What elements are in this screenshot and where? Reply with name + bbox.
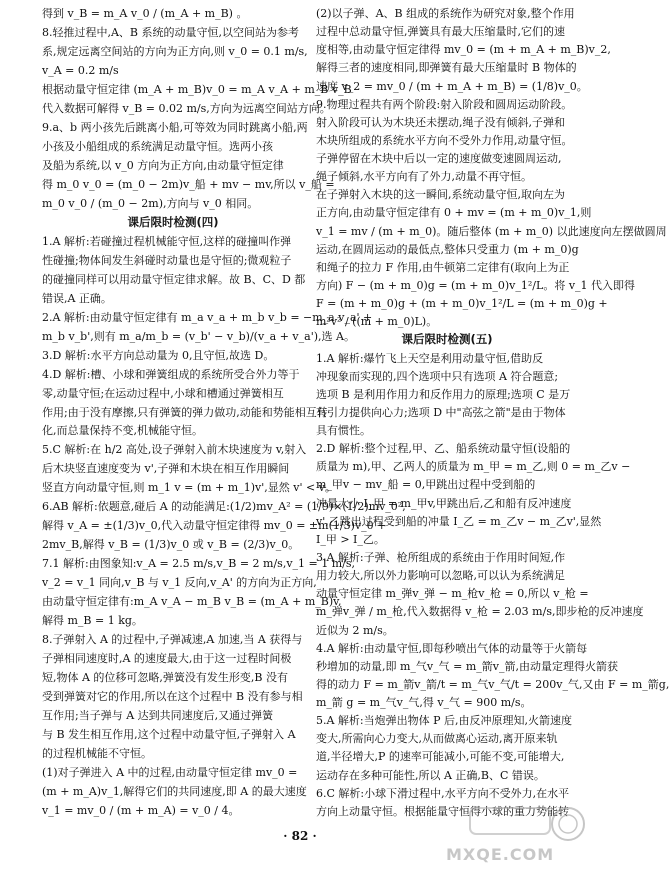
text-line: 与 B 发生相互作用,这个过程中动量守恒,子弹射入 A (42, 728, 296, 742)
text-line: 绳子倾斜,水平方向有了外力,动量不再守恒。 (316, 170, 532, 184)
text-line: 1.A 解析:若碰撞过程机械能守恒,这样的碰撞叫作弹 (42, 234, 292, 248)
text-line: v',乙跳出过程受到船的冲量 I_乙 = m_乙v − m_乙v',显然 (316, 514, 602, 528)
text-line: 代入数据可解得 v_B = 0.02 m/s,方向为远离空间站方向。 (42, 101, 331, 115)
text-line: 秒增加的动量,即 m_气v_气 = m_箭v_箭,由动量定理得火箭获 (316, 659, 618, 673)
text-line: 8.轻推过程中,A、B 系统的动量守恒,以空间站为参考 (42, 25, 300, 39)
text-line: v_1 = mv / (m + m_0)。随后整体 (m + m_0) 以此速度向左摆做圆周 (316, 224, 667, 238)
text-line: 根据动量守恒定律 (m_A + m_B)v_0 = m_A v_A + m_B v_B (42, 82, 352, 96)
text-line: 受到弹簧对它的作用,所以在这个过程中 B 没有参与相 (42, 690, 303, 704)
text-line: 过程中总动量守恒,弹簧具有最大压缩量时,它们的速 (316, 25, 565, 39)
text-line: m²v² / ((m + m_0)L)。 (316, 315, 438, 329)
text-line: 6.AB 解析:依题意,碰后 A 的动能满足:(1/2)mv_A² = (1/9)×(1/2)mv_0², (42, 500, 406, 514)
text-line: 正方向,由动量守恒定律有 0 + mv = (m + m_0)v_1,则 (316, 206, 592, 220)
page-number: · 82 · (283, 829, 317, 843)
text-line: 速度 v_2 = mv_0 / (m + m_A + m_B) = (1/8)v_0。 (316, 79, 588, 93)
text-line: 木块所组成的系统水平方向不受外力作用,动量守恒。 (316, 133, 573, 147)
text-line: 1.A 解析:爆竹飞上天空是利用动量守恒,借助反 (316, 351, 544, 365)
text-line: 得的动力 F = m_箭v_箭/t = m_气v_气/t = 200v_气,又由 F = m_箭g, (316, 677, 669, 691)
text-line: m_弹v_弹 / m_枪,代入数据得 v_枪 = 2.03 m/s,即步枪的反冲速度 (316, 605, 644, 619)
text-line: 有引力提供向心力;选项 D 中"高弦之箭"是由于物体 (316, 405, 566, 419)
text-line: 的碰撞同样可以用动量守恒定律求解。故 B、C、D 都 (42, 272, 306, 286)
text-line: 射入阶段可认为木块还未摆动,绳子没有倾斜,子弹和 (316, 115, 565, 129)
text-line: 7.1 解析:由图象知:v_A = 2.5 m/s,v_B = 2 m/s,v_1 = 1 m/s, (42, 557, 356, 571)
text-line: 子弹停留在木块中后以一定的速度做变速圆周运动, (316, 152, 562, 166)
text-line: 由动量守恒定律有:m_A v_A − m_B v_B = (m_A + m_B)v, (42, 595, 342, 609)
text-line: 化,而总量保持不变,机械能守恒。 (42, 424, 203, 438)
text-line: 3.D 解析:水平方向总动量为 0,且守恒,故选 D。 (42, 348, 275, 362)
text-line: 方向) F − (m + m_0)g = (m + m_0)v_1²/L。将 v_1 代入即得 (316, 279, 636, 292)
text-line: 子弹相同速度时,A 的速度最大,由于这一过程时间极 (42, 652, 292, 666)
text-line: v_2 = v_1 同向,v_B 与 v_1 反向,v_A' 的方向为正方向, (42, 576, 317, 590)
text-line: 和绳子的拉力 F 作用,由牛顿第二定律有(取向上为正 (316, 260, 570, 274)
text-line: 9.物理过程共有两个阶段:射入阶段和圆周运动阶段。 (316, 97, 573, 111)
section-heading: 课后限时检测(五) (401, 332, 493, 347)
text-line: 选项 B 是利用作用力和反作用力的原理;选项 C 是万 (316, 387, 571, 401)
text-line: 小孩及小船组成的系统满足动量守恒。选两小孩 (42, 139, 273, 153)
text-line: I_甲 > I_乙。 (316, 532, 385, 546)
text-line: (2)以子弹、A、B 组成的系统作为研究对象,整个作用 (316, 7, 575, 20)
text-line: (1)对子弹进入 A 中的过程,由动量守恒定律 mv_0 = (42, 766, 298, 780)
text-line: 变大,所需向心力变大,从而做离心运动,离开原来轨 (316, 732, 558, 746)
text-line: 性碰撞;物体间发生斜碰时动量也是守恒的;微观粒子 (42, 253, 292, 267)
text-line: 方向上动量守恒。根据能量守恒得小球的重力势能转 (316, 804, 569, 818)
text-line: 5.A 解析:当炮弹出物体 P 后,由反冲原理知,火箭速度 (316, 714, 573, 728)
text-line: 零,动量守恒;在运动过程中,小球和槽通过弹簧相互 (42, 386, 284, 400)
text-line: 冲现象而实现的,四个选项中只有选项 A 符合题意; (316, 369, 559, 383)
text-line: 短,物体 A 的位移可忽略,弹簧没有发生形变,B 没有 (42, 671, 289, 685)
text-line: 动量守恒定律 m_弹v_弹 − m_枪v_枪 = 0,所以 v_枪 = (316, 587, 589, 601)
section-heading: 课后限时检测(四) (127, 214, 219, 229)
text-line: 的过程机械能不守恒。 (42, 747, 152, 761)
text-line: 9.a、b 两小孩先后跳离小船,可等效为同时跳离小船,两 (42, 120, 308, 134)
text-line: m_b v_b',则有 m_a/m_b = (v_b' − v_b)/(v_a + v_a'),选 A。 (42, 329, 355, 343)
text-line: 冲量大小 I_甲 = m_甲v,甲跳出后,乙和船有反冲速度 (316, 496, 572, 510)
text-line: 用力较大,所以外力影响可以忽略,可以认为系统满足 (316, 569, 565, 583)
text-line: 2.D 解析:整个过程,甲、乙、船系统动量守恒(设船的 (316, 442, 571, 456)
text-line: 2mv_B,解得 v_B = (1/3)v_0 或 v_B = (2/3)v_0。 (42, 538, 300, 552)
text-line: 错误,A 正确。 (42, 291, 112, 305)
text-line: 解得三者的速度相同,即弹簧有最大压缩量时 B 物体的 (316, 61, 577, 75)
text-line: 系,规定远离空间站的方向为正方向,则 v_0 = 0.1 m/s, (42, 44, 308, 58)
text-line: (m + m_A)v_1,解得它们的共同速度,即 A 的最大速度 (42, 785, 307, 799)
text-line: m_0 v_0 / (m_0 − 2m),方向与 v_0 相同。 (42, 196, 259, 210)
text-line: 3.A 解析:子弹、枪所组成的系统由于作用时间短,作 (316, 551, 566, 564)
text-line: 运动存在多种可能性,所以 A 正确,B、C 错误。 (316, 768, 545, 782)
text-line: 5.C 解析:在 h/2 高处,设子弹射入前木块速度为 v,射入 (42, 443, 307, 457)
text-line: 运动,在圆周运动的最低点,整体只受重力 (m + m_0)g (316, 242, 579, 256)
text-line: 解得 v_A = ±(1/3)v_0,代入动量守恒定律得 mv_0 = ±m(1/3)v_0 + (42, 519, 387, 533)
text-line: 作用;由于没有摩擦,只有弹簧的弹力做功,动能和势能相互转 (42, 405, 328, 419)
text-line: F = (m + m_0)g + (m + m_0)v_1²/L = (m + m_0)g + (316, 297, 608, 311)
text-line: 4.A 解析:由动量守恒,即每秒喷出气体的动量等于火箭每 (316, 641, 588, 655)
text-line: 近似为 2 m/s。 (316, 623, 394, 637)
text-line: 具有惯性。 (316, 424, 371, 438)
text-line: 得 m_0 v_0 = (m_0 − 2m)v_船 + mv − mv,所以 v_船 = (42, 177, 335, 191)
watermark-logo (440, 800, 590, 866)
text-line: 道,半径增大,P 的速率可能减小,可能不变,可能增大, (316, 750, 565, 764)
text-line: 8.子弹射入 A 的过程中,子弹减速,A 加速,当 A 获得与 (42, 633, 303, 647)
text-line: 6.C 解析:小球下滑过程中,水平方向不受外力,在水平 (316, 786, 570, 800)
text-line: 在子弹射入木块的这一瞬间,系统动量守恒,取向左为 (316, 188, 565, 202)
text-line: v_1 = mv_0 / (m + m_A) = v_0 / 4。 (42, 804, 240, 818)
watermark-text: MXQE.COM (446, 845, 555, 864)
text-line: 度相等,由动量守恒定律得 mv_0 = (m + m_A + m_B)v_2, (316, 43, 611, 57)
text-line: m_箭 g = m_气v_气,得 v_气 = 900 m/s。 (316, 696, 532, 710)
text-line: 竖直方向动量守恒,则 m_1 v = (m + m_1)v',显然 v' < v。 (42, 481, 336, 495)
text-line: 质量为 m),甲、乙两人的质量为 m_甲 = m_乙,则 0 = m_乙v − (316, 460, 631, 474)
text-line: v_A = 0.2 m/s (42, 63, 119, 77)
text-line: 4.D 解析:槽、小球和弹簧组成的系统所受合外力等于 (42, 367, 300, 381)
text-line: 解得 m_B = 1 kg。 (42, 614, 143, 628)
text-line: 后木块竖直速度变为 v',子弹和木块在相互作用瞬间 (42, 462, 290, 476)
text-line: 2.A 解析:由动量守恒定律有 m_a v_a + m_b v_b = −m_a v_a' + (42, 310, 373, 324)
text-line: 及船为系统,以 v_0 方向为正方向,由动量守恒定律 (42, 158, 284, 172)
text-line: 得到 v_B = m_A v_0 / (m_A + m_B) 。 (42, 7, 248, 20)
text-line: m_甲v − mv_船 = 0,甲跳出过程中受到船的 (316, 478, 536, 492)
text-line: 互作用;当子弹与 A 达到共同速度后,又通过弹簧 (42, 709, 274, 723)
